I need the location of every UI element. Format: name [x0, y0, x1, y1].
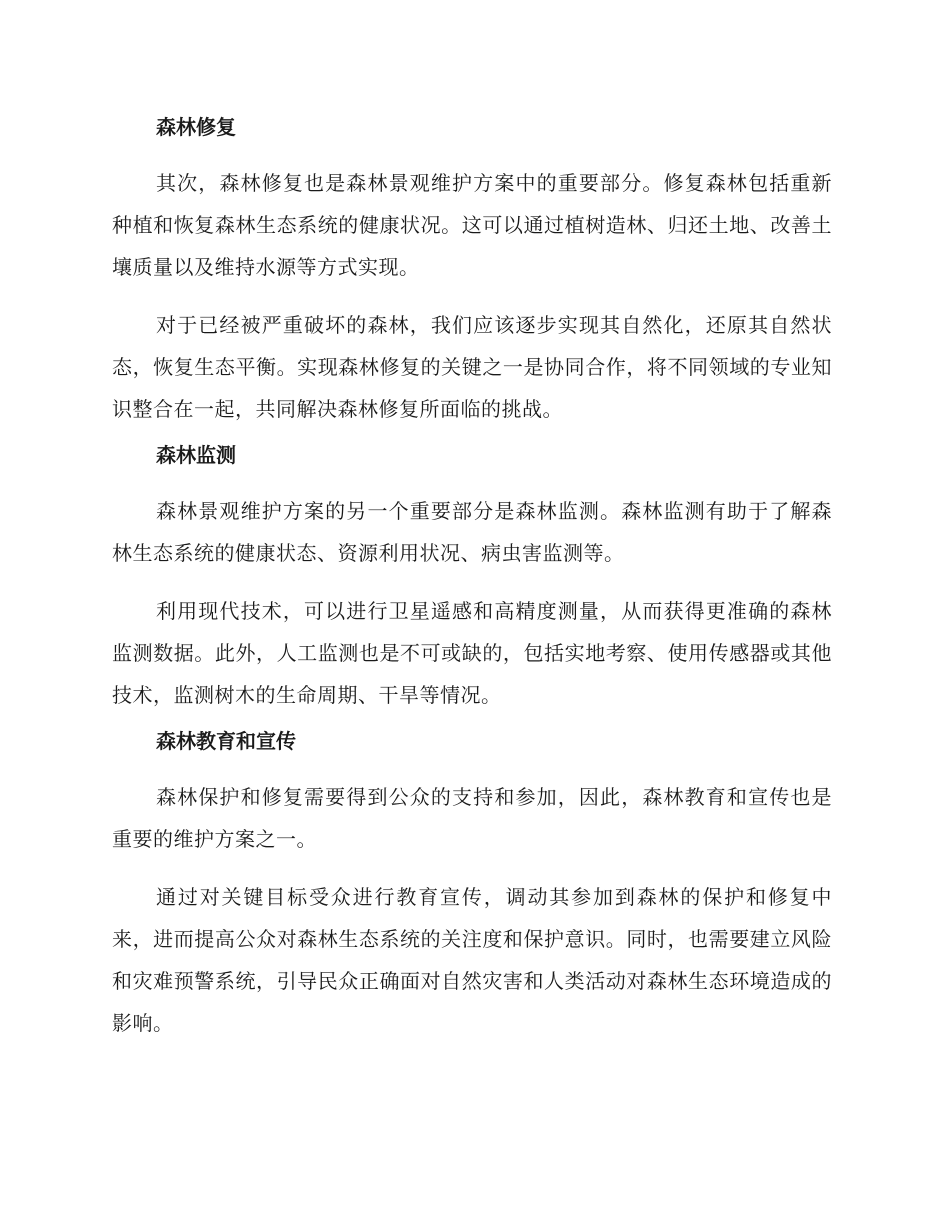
paragraph: 森林景观维护方案的另一个重要部分是森林监测。森林监测有助于了解森林生态系统的健康状态、资源利用状况、病虫害监测等。: [112, 499, 832, 565]
paragraph: 其次，森林修复也是森林景观维护方案中的重要部分。修复森林包括重新种植和恢复森林生态系统的健康状况。这可以通过植树造林、归还土地、改善土壤质量以及维持水源等方式实现。: [112, 171, 832, 279]
section-heading-forest-monitoring: 森林监测: [156, 443, 236, 467]
paragraph: 森林保护和修复需要得到公众的支持和参加，因此，森林教育和宣传也是重要的维护方案之一。: [112, 785, 832, 851]
paragraph: 通过对关键目标受众进行教育宣传，调动其参加到森林的保护和修复中来，进而提高公众对森林生态系统的关注度和保护意识。同时，也需要建立风险和灾难预警系统，引导民众正确面对自然灾害和人类活动对森林生态环境造成的影响。: [112, 885, 832, 1035]
section-heading-forest-education: 森林教育和宣传: [156, 729, 296, 753]
section-heading-forest-restoration: 森林修复: [156, 115, 236, 139]
paragraph: 对于已经被严重破坏的森林，我们应该逐步实现其自然化，还原其自然状态，恢复生态平衡。实现森林修复的关键之一是协同合作，将不同领域的专业知识整合在一起，共同解决森林修复所面临的挑战。: [112, 313, 832, 421]
document-page: [112, 110, 832, 1044]
paragraph: 利用现代技术，可以进行卫星遥感和高精度测量，从而获得更准确的森林监测数据。此外，人工监测也是不可或缺的，包括实地考察、使用传感器或其他技术，监测树木的生命周期、干旱等情况。: [112, 599, 832, 707]
